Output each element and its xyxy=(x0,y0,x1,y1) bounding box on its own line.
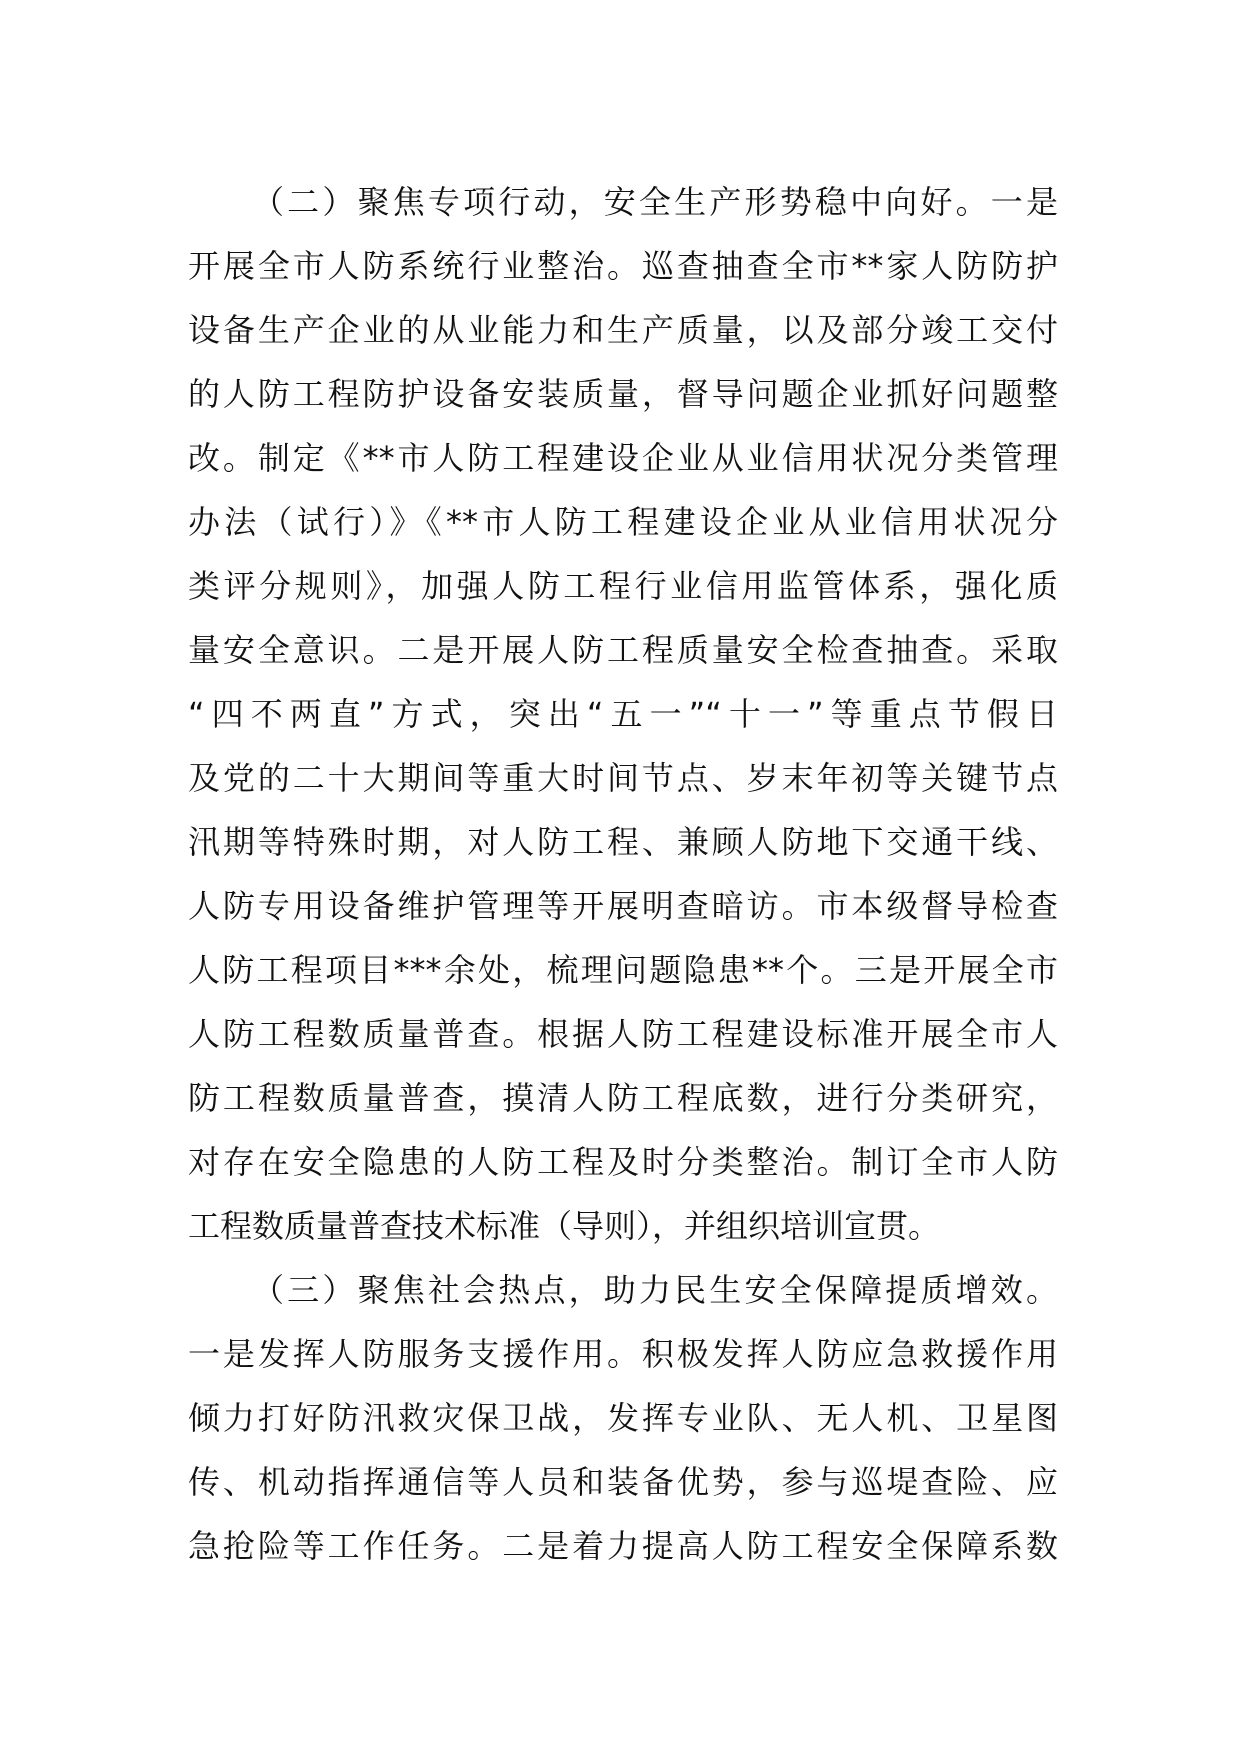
text-line-7: 类评分规则》，加强人防工程行业信用监管体系，强化质 xyxy=(188,567,1058,605)
text-line-22: 急抢险等工作任务。二是着力提高人防工程安全保障系数 xyxy=(188,1527,1058,1565)
text-line-17: 工程数质量普查技术标准（导则），并组织培训宣贯。 xyxy=(188,1207,941,1245)
text-line-5: 改。制定《**市人防工程建设企业从业信用状况分类管理 xyxy=(188,439,1058,477)
text-line-9: “四不两直”方式，突出“五一”“十一”等重点节假日 xyxy=(188,695,1058,733)
text-line-10: 及党的二十大期间等重大时间节点、岁末年初等关键节点 xyxy=(188,759,1058,797)
text-line-6: 办法（试行）》《**市人防工程建设企业从业信用状况分 xyxy=(188,503,1058,541)
text-line-20: 倾力打好防汛救灾保卫战，发挥专业队、无人机、卫星图 xyxy=(188,1399,1058,1437)
text-line-21: 传、机动指挥通信等人员和装备优势，参与巡堤查险、应 xyxy=(188,1463,1058,1501)
text-line-14: 人防工程数质量普查。根据人防工程建设标准开展全市人 xyxy=(188,1015,1058,1053)
text-line-1: （二）聚焦专项行动，安全生产形势稳中向好。一是 xyxy=(252,183,1058,221)
text-line-16: 对存在安全隐患的人防工程及时分类整治。制订全市人防 xyxy=(188,1143,1058,1181)
text-line-19: 一是发挥人防服务支援作用。积极发挥人防应急救援作用 xyxy=(188,1335,1058,1373)
text-line-13: 人防工程项目***余处，梳理问题隐患**个。三是开展全市 xyxy=(188,951,1058,989)
text-line-12: 人防专用设备维护管理等开展明查暗访。市本级督导检查 xyxy=(188,887,1058,925)
body-text xyxy=(188,170,1058,1578)
text-line-4: 的人防工程防护设备安装质量，督导问题企业抓好问题整 xyxy=(188,375,1058,413)
text-line-11: 汛期等特殊时期，对人防工程、兼顾人防地下交通干线、 xyxy=(188,823,1058,861)
text-line-8: 量安全意识。二是开展人防工程质量安全检查抽查。采取 xyxy=(188,631,1058,669)
text-line-18: （三）聚焦社会热点，助力民生安全保障提质增效。 xyxy=(252,1271,1058,1309)
text-line-3: 设备生产企业的从业能力和生产质量，以及部分竣工交付 xyxy=(188,311,1058,349)
text-line-15: 防工程数质量普查，摸清人防工程底数，进行分类研究， xyxy=(188,1079,1058,1117)
text-line-2: 开展全市人防系统行业整治。巡查抽查全市**家人防防护 xyxy=(188,247,1058,285)
